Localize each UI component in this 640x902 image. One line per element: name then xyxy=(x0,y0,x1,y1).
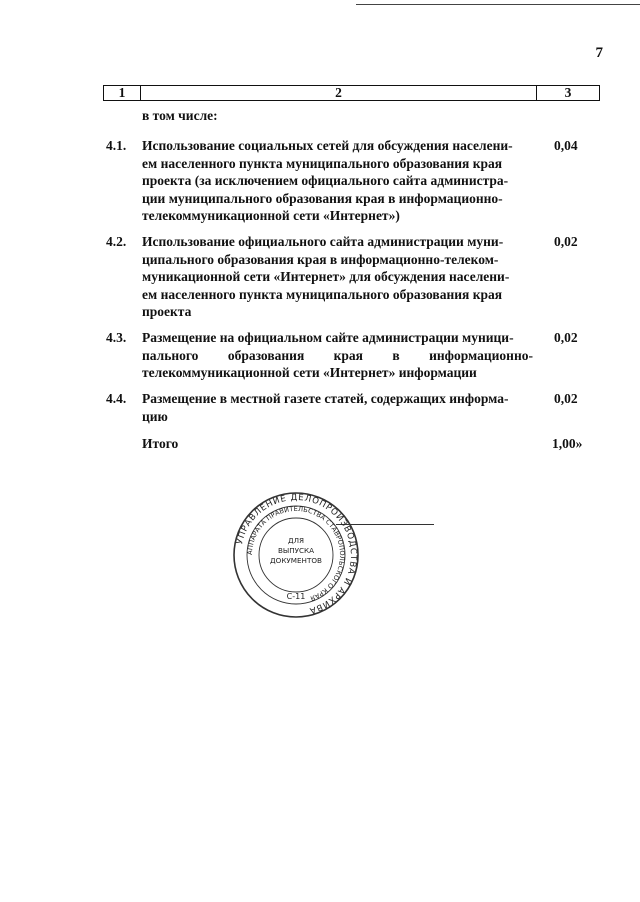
row-text-line: ем населенного пункта муниципального образования края xyxy=(142,286,503,302)
column-header-3: 3 xyxy=(564,85,572,100)
row-text-line: телекоммуникационной сети «Интернет» информации xyxy=(142,365,477,380)
stamp-center-line: ВЫПУСКА xyxy=(277,546,315,555)
row-number: 4.1. xyxy=(106,138,127,153)
row-text-line: проекта xyxy=(142,304,192,319)
row-number: 4.4. xyxy=(106,391,127,406)
row-text-line: Размещение в местной газете статей, содержащих информа- xyxy=(142,391,509,406)
row-number: 4.2. xyxy=(106,234,127,249)
row-text-line: Использование официального сайта администрации муни- xyxy=(142,234,504,249)
row-text-line: проекта (за исключением официального сайта администра- xyxy=(142,173,509,188)
total-value: 1,00» xyxy=(552,436,583,451)
stamp-center-line: ДЛЯ xyxy=(287,536,305,545)
total-label: Итого xyxy=(142,436,179,451)
stamp-outer-text: УПРАВЛЕНИЕ ДЕЛОПРОИЗВОДСТВА И АРХИВА xyxy=(235,492,359,616)
column-header-1: 1 xyxy=(104,86,141,100)
row-text-line: пального образования края в информационно- xyxy=(142,347,533,363)
top-rule xyxy=(356,4,640,5)
row-text-line: ципального образования края в информационно-телеком- xyxy=(142,251,499,267)
row-text-line: ем населенного пункта муниципального образования края xyxy=(142,155,503,171)
row-text-line: телекоммуникационной сети «Интернет») xyxy=(142,208,400,223)
row-text-line: цию xyxy=(142,408,168,424)
row-text-line: ции муниципального образования края в информационно- xyxy=(142,190,503,206)
column-header-2: 2 xyxy=(141,86,537,100)
row-text-line: муникационной сети «Интернет» для обсуждения населени- xyxy=(142,269,510,284)
official-stamp xyxy=(232,491,360,619)
stamp-inner-text: АППАРАТА ПРАВИТЕЛЬСТВА СТАВРОПОЛЬСКОГО КРАЯ xyxy=(245,504,347,603)
row-text-line: Размещение на официальном сайте администрации муници- xyxy=(142,330,514,345)
row-text-line: Использование социальных сетей для обсуждения населени- xyxy=(142,138,513,153)
row-value: 0,02 xyxy=(554,234,578,249)
column-header-table xyxy=(103,85,600,101)
row-value: 0,04 xyxy=(554,138,578,153)
stamp-center-line: ДОКУМЕНТОВ xyxy=(270,556,322,565)
page-number: 7 xyxy=(595,45,603,61)
row-value: 0,02 xyxy=(554,391,578,406)
row-value: 0,02 xyxy=(554,330,578,345)
stamp-code: С-11 xyxy=(286,592,306,601)
section-intro: в том числе: xyxy=(142,108,218,123)
row-number: 4.3. xyxy=(106,330,127,345)
